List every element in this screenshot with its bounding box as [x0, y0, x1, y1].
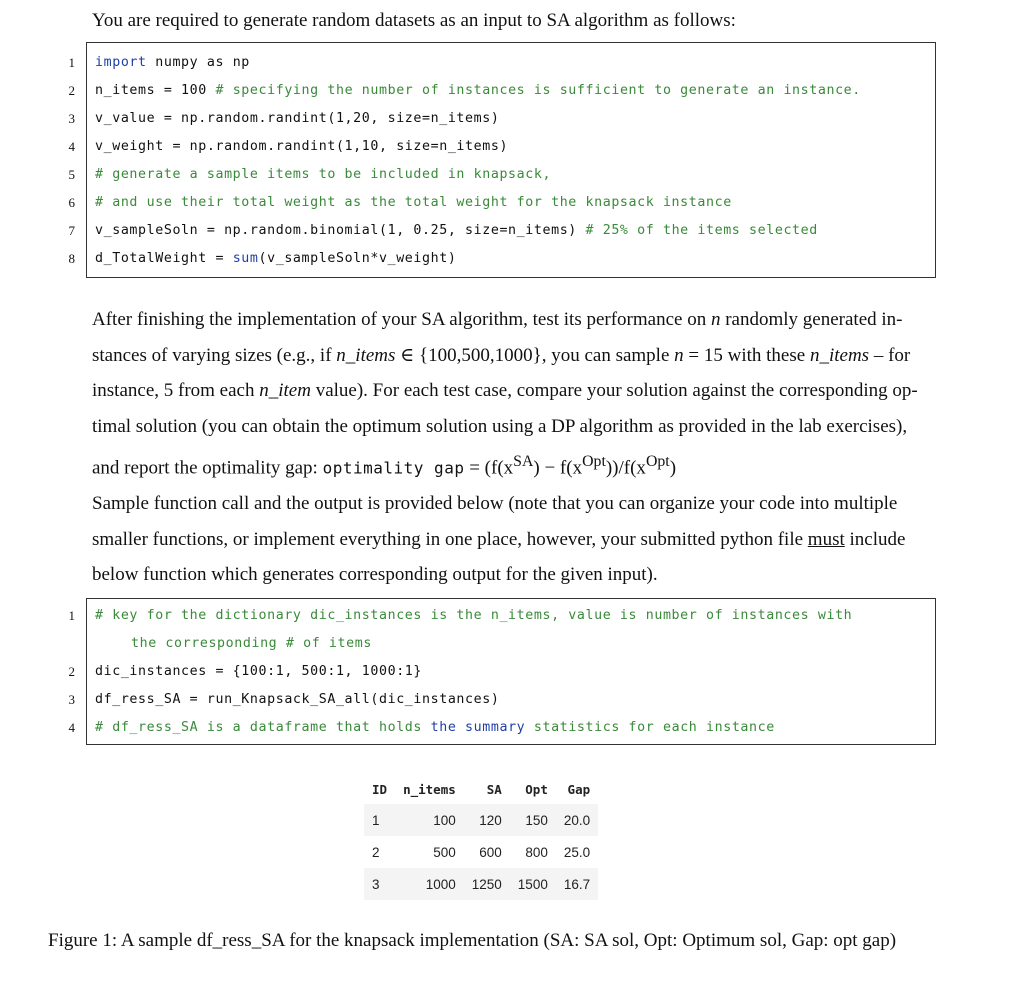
para-line: smaller functions, or implement everything in one place, however, your submitted python file must include [92, 528, 906, 550]
para-line: stances of varying sizes (e.g., if n_items ∈ {100,500,1000}, you can sample n = 15 with these n_items – for [92, 344, 911, 366]
table-cell: 100 [395, 804, 464, 836]
code-line [68, 49, 935, 77]
para-line: After finishing the implementation of your SA algorithm, test its performance on n randomly generated in- [92, 309, 903, 330]
code-keyword: the summary [430, 720, 526, 735]
code-line [68, 714, 935, 742]
line-number: 8 [68, 251, 75, 266]
line-number: 4 [68, 720, 75, 735]
table-cell: 1500 [510, 868, 556, 900]
table-cell: 1250 [464, 868, 510, 900]
intro-text: You are required to generate random datasets as an input to SA algorithm as follows: [92, 10, 736, 31]
code-listing-sample-call [68, 598, 936, 745]
line-number: 3 [68, 692, 75, 707]
code-text: d_TotalWeight = [95, 251, 233, 266]
column-header: SA [486, 781, 502, 797]
line-number: 3 [68, 111, 75, 126]
column-header: Gap [567, 781, 591, 797]
table-row [364, 804, 598, 836]
code-line [68, 133, 935, 161]
code-text: v_value = np.random.randint(1,20, size=n_items) [95, 111, 500, 126]
code-text: dic_instances = {100:1, 500:1, 1000:1} [95, 664, 423, 679]
code-line [68, 602, 935, 630]
table-cell: 2 [372, 844, 380, 860]
para-line: instance, 5 from each n_item value). For each test case, compare your solution against the corresponding op- [92, 380, 918, 401]
code-text: v_sampleSoln = np.random.binomial(1, 0.25, size=n_items) [95, 223, 586, 238]
line-number: 7 [68, 223, 75, 238]
table-cell: 16.7 [556, 868, 598, 900]
instructions-paragraph [92, 302, 942, 486]
table-cell: 1000 [395, 868, 464, 900]
code-text: n_items = 100 [95, 83, 216, 98]
code-comment: statistics for each instance [525, 720, 775, 735]
para-line: timal solution (you can obtain the optimum solution using a DP algorithm as provided in the lab exercises), [92, 415, 908, 437]
sample-call-paragraph [92, 486, 942, 593]
para-line: below function which generates corresponding output for the given input). [92, 564, 658, 585]
column-header: ID [372, 781, 388, 797]
table-cell: 600 [479, 844, 502, 860]
code-line [68, 77, 935, 105]
table-cell: 20.0 [556, 804, 598, 836]
optimality-gap-formula: and report the optimality gap: optimality gap = $(f(x^{SA}) - f(x^{Opt}))/f(x^{Opt})$ [92, 453, 677, 479]
table-cell: 800 [525, 844, 548, 860]
table-cell: 150 [510, 804, 556, 836]
line-number: 2 [68, 83, 75, 98]
table-row [364, 868, 598, 900]
table-row [364, 836, 598, 868]
table-header-row [364, 774, 598, 804]
code-comment: # df_ress_SA is a dataframe that holds [95, 720, 431, 735]
code-comment: # and use their total weight as the total weight for the knapsack instance [95, 195, 732, 210]
table-cell: 500 [433, 844, 456, 860]
line-number: 2 [68, 664, 75, 679]
code-comment: # 25% of the items selected [585, 223, 818, 238]
para-line: Sample function call and the output is provided below (note that you can organize your code into multiple [92, 493, 898, 514]
code-line [68, 658, 935, 686]
line-number: 1 [68, 55, 75, 70]
code-text: numpy as np [146, 55, 250, 70]
code-keyword: import [95, 55, 147, 70]
code-line [68, 105, 935, 133]
results-table [364, 774, 598, 900]
code-listing-dataset [68, 42, 936, 278]
column-header: n_items [403, 781, 456, 797]
line-number: 4 [68, 139, 75, 154]
table-cell: 25.0 [563, 844, 591, 860]
code-line [68, 245, 935, 273]
code-line [87, 630, 935, 658]
code-line [68, 161, 935, 189]
line-number: 6 [68, 195, 75, 210]
line-number: 1 [68, 608, 75, 623]
column-header: Opt [525, 781, 548, 797]
code-text: v_weight = np.random.randint(1,10, size=n_items) [95, 139, 509, 154]
code-text: df_ress_SA = run_Knapsack_SA_all(dic_instances) [95, 692, 500, 707]
code-comment: # specifying the number of instances is sufficient to generate an instance. [215, 83, 861, 98]
code-comment: the corresponding # of items [131, 636, 372, 651]
code-comment: # key for the dictionary dic_instances is the n_items, value is number of instances with [95, 608, 853, 623]
code-line [68, 189, 935, 217]
table-cell: 120 [464, 804, 510, 836]
code-keyword: sum [232, 251, 259, 266]
table-cell: 3 [364, 868, 395, 900]
code-comment: # generate a sample items to be included in knapsack, [95, 167, 552, 182]
table-cell: 1 [364, 804, 395, 836]
code-text: (v_sampleSoln*v_weight) [258, 251, 457, 266]
code-line [68, 217, 935, 245]
code-line [68, 686, 935, 714]
line-number: 5 [68, 167, 75, 182]
figure-caption: Figure 1: A sample df_ress_SA for the knapsack implementation (SA: SA sol, Opt: Optimum sol, Gap: opt gap) [48, 930, 897, 951]
